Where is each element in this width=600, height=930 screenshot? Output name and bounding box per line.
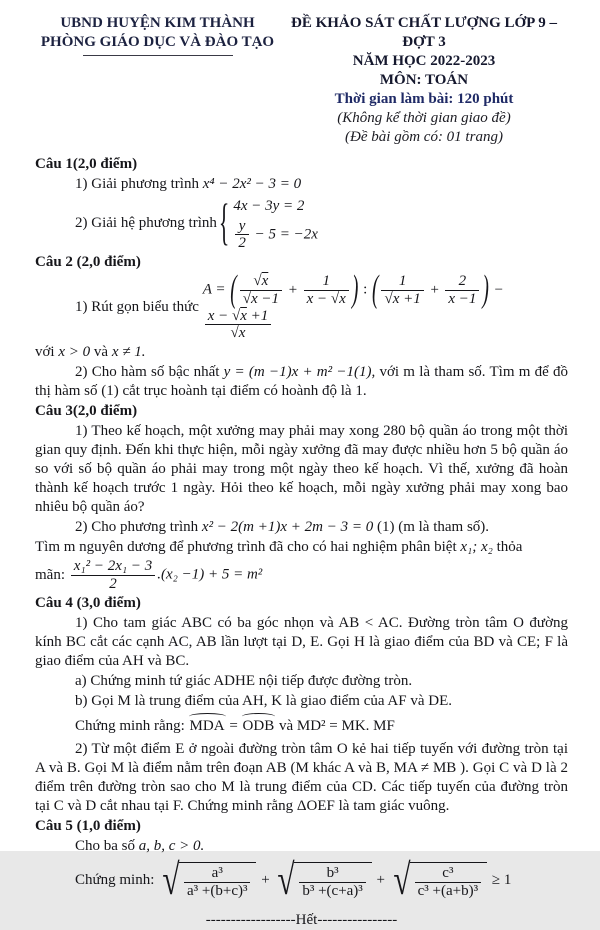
exam-body	[35, 155, 568, 930]
note-line2: (Đề bài gồm có: 01 trang)	[345, 129, 503, 145]
question-5-heading: Câu 5 (1,0 điểm)	[35, 817, 141, 834]
page-title: ĐỀ KHẢO SÁT CHẤT LƯỢNG LỚP 9 – ĐỢT 3	[290, 15, 557, 50]
question-3-item-1: 1) Theo kế hoạch, một xưởng may phải may xong 280 bộ quần áo trong một thời gian quy định. Đến khi thực hiện, mỗi ngày xưởng đã may được nhiều hơn 5 bộ quần áo so với số bộ quần áo phải may trong một ngày theo kế hoạch. Vì thế, xưởng đã hoàn thành kế hoạch trước 1 ngày. Hỏi theo kế hoạch, mỗi ngày xưởng phải may xong bao nhiêu bộ quần áo?	[35, 423, 568, 516]
left-paren-1: (	[230, 269, 237, 311]
q1-item1-label: 1) Giải phương trình	[75, 176, 199, 192]
expr-group-1: $\frac{√x}{√x -1}$ + $\frac{1}{x - √x}$	[238, 282, 351, 298]
question-2-heading: Câu 2 (2,0 điểm)	[35, 254, 141, 271]
question-3-item-2	[35, 518, 568, 537]
q4-proof-label: Chứng minh rằng:	[75, 717, 185, 734]
question-1-item-2	[75, 195, 568, 252]
question-4-item-2: 2) Từ một điểm E ở ngoài đường tròn tâm O kẻ hai tiếp tuyến với đường tròn tại A và B. Gọi M là điểm nằm trên đoạn AB (M khác A và B, MA ≠ MB ). Gọi C và D là 2 điểm trên đường tròn sao cho M là trung điểm của CD. Các tiếp tuyến của đường tròn tại C và D cắt nhau tại F. Chứng minh rằng ΔOEF là tam giác vuông.	[35, 740, 568, 814]
q3-man-label: mãn:	[35, 567, 65, 584]
q2-condition	[35, 343, 568, 362]
end-of-exam-marker: ------------------Hết----------------	[205, 912, 398, 929]
q3-continuation	[35, 538, 568, 557]
cond-word-2: và	[93, 344, 109, 361]
issuing-org	[35, 14, 280, 56]
q5-given-text: Cho ba số	[75, 837, 135, 854]
q4-part-b: b) Gọi M là trung điểm của AH, K là giao điểm của AF và DE.	[75, 692, 453, 709]
q2-expression-A	[202, 269, 568, 342]
q3-item2-label: 2) Cho phương trình	[75, 519, 199, 536]
cond-word-1: với	[35, 344, 55, 361]
q1-item1-equation: x⁴ − 2x² − 3 = 0	[202, 176, 302, 192]
header	[35, 14, 568, 147]
q5-given-math: a, b, c > 0.	[138, 837, 205, 854]
exam-title-block	[280, 14, 568, 147]
expr-group-2: $\frac{1}{√x +1}$ + $\frac{2}{x -1}$	[379, 282, 481, 298]
q4-proof-math: MDA = ODB và MD² = MK. MF	[189, 718, 395, 734]
system-line-1: 4x − 3y = 2	[233, 198, 305, 214]
expr-lead: A =	[202, 281, 226, 298]
q5-inequality	[75, 856, 568, 905]
right-paren-1: )	[351, 269, 359, 311]
q2-item2-equation: y = (m −1)x + m² −1(1),	[223, 364, 376, 381]
cond-math-2: x ≠ 1.	[111, 344, 146, 361]
q1-system-equations	[233, 195, 318, 252]
question-4-heading: Câu 4 (3,0 điểm)	[35, 594, 141, 611]
q5-given	[35, 837, 568, 856]
q3-roots: x₁; x₂	[460, 539, 493, 556]
subject: MÔN: TOÁN	[379, 72, 469, 88]
org-line2: PHÒNG GIÁO DỤC VÀ ĐÀO TẠO	[40, 34, 275, 50]
question-3-heading: Câu 3(2,0 điểm)	[35, 403, 138, 420]
question-2-item-2	[35, 363, 568, 401]
cond-math-1: x > 0	[58, 344, 91, 361]
expr-tail: − $\frac{x - √x +1}{√x}$	[203, 282, 504, 333]
header-divider	[83, 55, 233, 56]
division-colon: :	[363, 281, 368, 298]
duration: Thời gian làm bài: 120 phút	[334, 91, 514, 107]
q5-proof-label: Chứng minh:	[75, 872, 155, 889]
note-line1: (Không kể thời gian giao đề)	[337, 110, 511, 126]
q1-item2-label: 2) Giải hệ phương trình	[75, 215, 217, 232]
q4-proof-line	[75, 715, 568, 736]
q5-proof-math: √ $\frac{\text{a³}}{\text{a³ +(b+c)³}}$ + √ $\frac{\text{b³}}{\text{b³ +(c+a)³}}$ + √ $\frac{\text{c³}}{\text{c³ +(a+b)³}}$ ≥ 1	[162, 856, 512, 905]
q3-cont-text-b: thỏa	[496, 539, 523, 556]
q2-item2-text: với m là tham số. Tìm m để đồ thị hàm số (1) cắt trục hoành tại điểm có hoành độ là 1.	[35, 364, 569, 400]
question-2-item-1	[75, 269, 568, 342]
system-line-2: $\frac{y}{2}$ − 5 = −2x	[233, 218, 318, 253]
q3-item2-tail: (1) (m là tham số).	[376, 519, 490, 536]
right-paren-2: )	[482, 269, 489, 311]
q4-part-a: a) Chứng minh tứ giác ADHE nội tiếp được đường tròn.	[75, 672, 413, 689]
left-paren-2: (	[371, 269, 379, 311]
q3-item2-equation: x² − 2(m +1)x + 2m − 3 = 0	[201, 519, 374, 536]
q3-condition-equation	[35, 558, 568, 593]
school-year: NĂM HỌC 2022-2023	[352, 53, 496, 69]
question-1-heading: Câu 1(2,0 điểm)	[35, 156, 138, 172]
question-4-item-1: 1) Cho tam giác ABC có ba góc nhọn và AB < AC. Đường tròn tâm O đường kính BC cắt các cạnh AC, AB lần lượt tại D, E. Gọi H là giao điểm của BD và CE; F là giao điểm của AH và BC.	[35, 614, 568, 669]
q2-item2-label: 2) Cho hàm số bậc nhất	[75, 364, 220, 381]
org-line1: UBND HUYỆN KIM THÀNH	[60, 15, 255, 31]
q3-cont-text-a: Tìm m nguyên dương để phương trình đã cho có hai nghiệm phân biệt	[35, 539, 457, 556]
q2-item1-label: 1) Rút gọn biểu thức	[75, 299, 199, 316]
question-1-item-1	[35, 175, 568, 194]
system-brace: {	[218, 193, 230, 250]
q3-man-equation: $\frac{\text{x₁² − 2x₁ − 3}}{2}$ .(x₂ −1) + 5 = m²	[69, 558, 263, 593]
